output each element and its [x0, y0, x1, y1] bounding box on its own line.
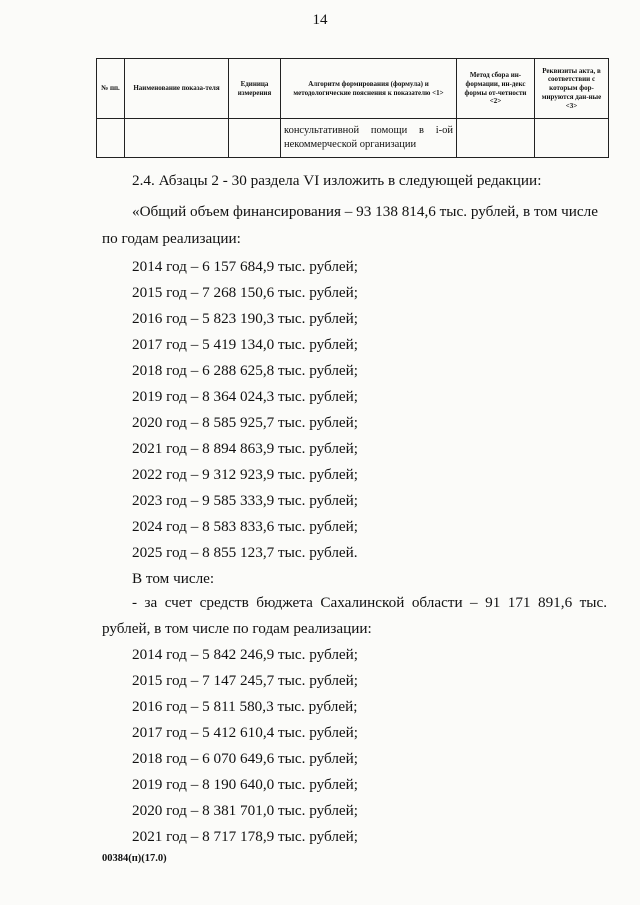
paragraph-heading: 2.4. Абзацы 2 - 30 раздела VI изложить в следующей редакции: — [132, 172, 542, 189]
intro-line-1: «Общий объем финансирования – 93 138 814,6 тыс. рублей, в том числе — [132, 203, 598, 220]
table-row — [97, 119, 609, 158]
total-year-line: 2025 год – 8 855 123,7 тыс. рублей. — [132, 544, 358, 561]
total-year-line: 2016 год – 5 823 190,3 тыс. рублей; — [132, 310, 359, 327]
algorithm-text-line-1: консультативной помощи в i-ой — [284, 125, 453, 137]
table-header-row — [97, 59, 609, 119]
including-label: В том числе: — [132, 570, 215, 587]
total-year-line: 2021 год – 8 894 863,9 тыс. рублей; — [132, 440, 359, 457]
regional-line-2: рублей, в том числе по годам реализации: — [102, 620, 372, 637]
total-year-line: 2024 год – 8 583 833,6 тыс. рублей; — [132, 518, 359, 535]
total-year-line: 2023 год – 9 585 333,9 тыс. рублей; — [132, 492, 359, 509]
regional-year-line: 2015 год – 7 147 245,7 тыс. рублей; — [132, 672, 359, 689]
total-year-line: 2020 год – 8 585 925,7 тыс. рублей; — [132, 414, 359, 431]
header-collection-method: Метод сбора ин-формации, ин-декс формы от-четности <2> — [457, 59, 535, 119]
total-year-line: 2019 год – 8 364 024,3 тыс. рублей; — [132, 388, 359, 405]
indicator-table — [96, 58, 609, 158]
table-cell — [97, 119, 125, 158]
total-year-line: 2017 год – 5 419 134,0 тыс. рублей; — [132, 336, 359, 353]
total-year-line: 2014 год – 6 157 684,9 тыс. рублей; — [132, 258, 359, 275]
regional-year-line: 2019 год – 8 190 640,0 тыс. рублей; — [132, 776, 359, 793]
algorithm-text-line-2: некоммерческой организации — [284, 139, 417, 150]
header-indicator-name: Наименование показа-теля — [125, 59, 229, 119]
total-year-line: 2022 год – 9 312 923,9 тыс. рублей; — [132, 466, 359, 483]
page-number: 14 — [312, 12, 328, 28]
header-algorithm: Алгоритм формирования (формула) и методологические пояснения к показателю <1> — [281, 59, 457, 119]
intro-line-2: по годам реализации: — [102, 230, 241, 247]
total-year-line: 2018 год – 6 288 625,8 тыс. рублей; — [132, 362, 359, 379]
table-cell — [535, 119, 609, 158]
table-cell — [457, 119, 535, 158]
regional-year-line: 2020 год – 8 381 701,0 тыс. рублей; — [132, 802, 359, 819]
regional-year-line: 2014 год – 5 842 246,9 тыс. рублей; — [132, 646, 359, 663]
table-cell — [229, 119, 281, 158]
total-year-line: 2015 год – 7 268 150,6 тыс. рублей; — [132, 284, 359, 301]
table-cell-algorithm — [281, 119, 457, 158]
regional-year-line: 2016 год – 5 811 580,3 тыс. рублей; — [132, 698, 358, 715]
regional-year-line: 2017 год – 5 412 610,4 тыс. рублей; — [132, 724, 359, 741]
header-unit: Единица измерения — [229, 59, 281, 119]
table-cell — [125, 119, 229, 158]
regional-line-1: - за счет средств бюджета Сахалинской области – 91 171 891,6 тыс. — [132, 594, 607, 611]
footer-document-code: 00384(п)(17.0) — [102, 853, 167, 864]
regional-year-line: 2018 год – 6 070 649,6 тыс. рублей; — [132, 750, 359, 767]
header-act-details: Реквизиты акта, в соответствии с которым фор-мируются дан-ные <3> — [535, 59, 609, 119]
regional-year-line: 2021 год – 8 717 178,9 тыс. рублей; — [132, 828, 359, 845]
header-number: № пп. — [97, 59, 125, 119]
